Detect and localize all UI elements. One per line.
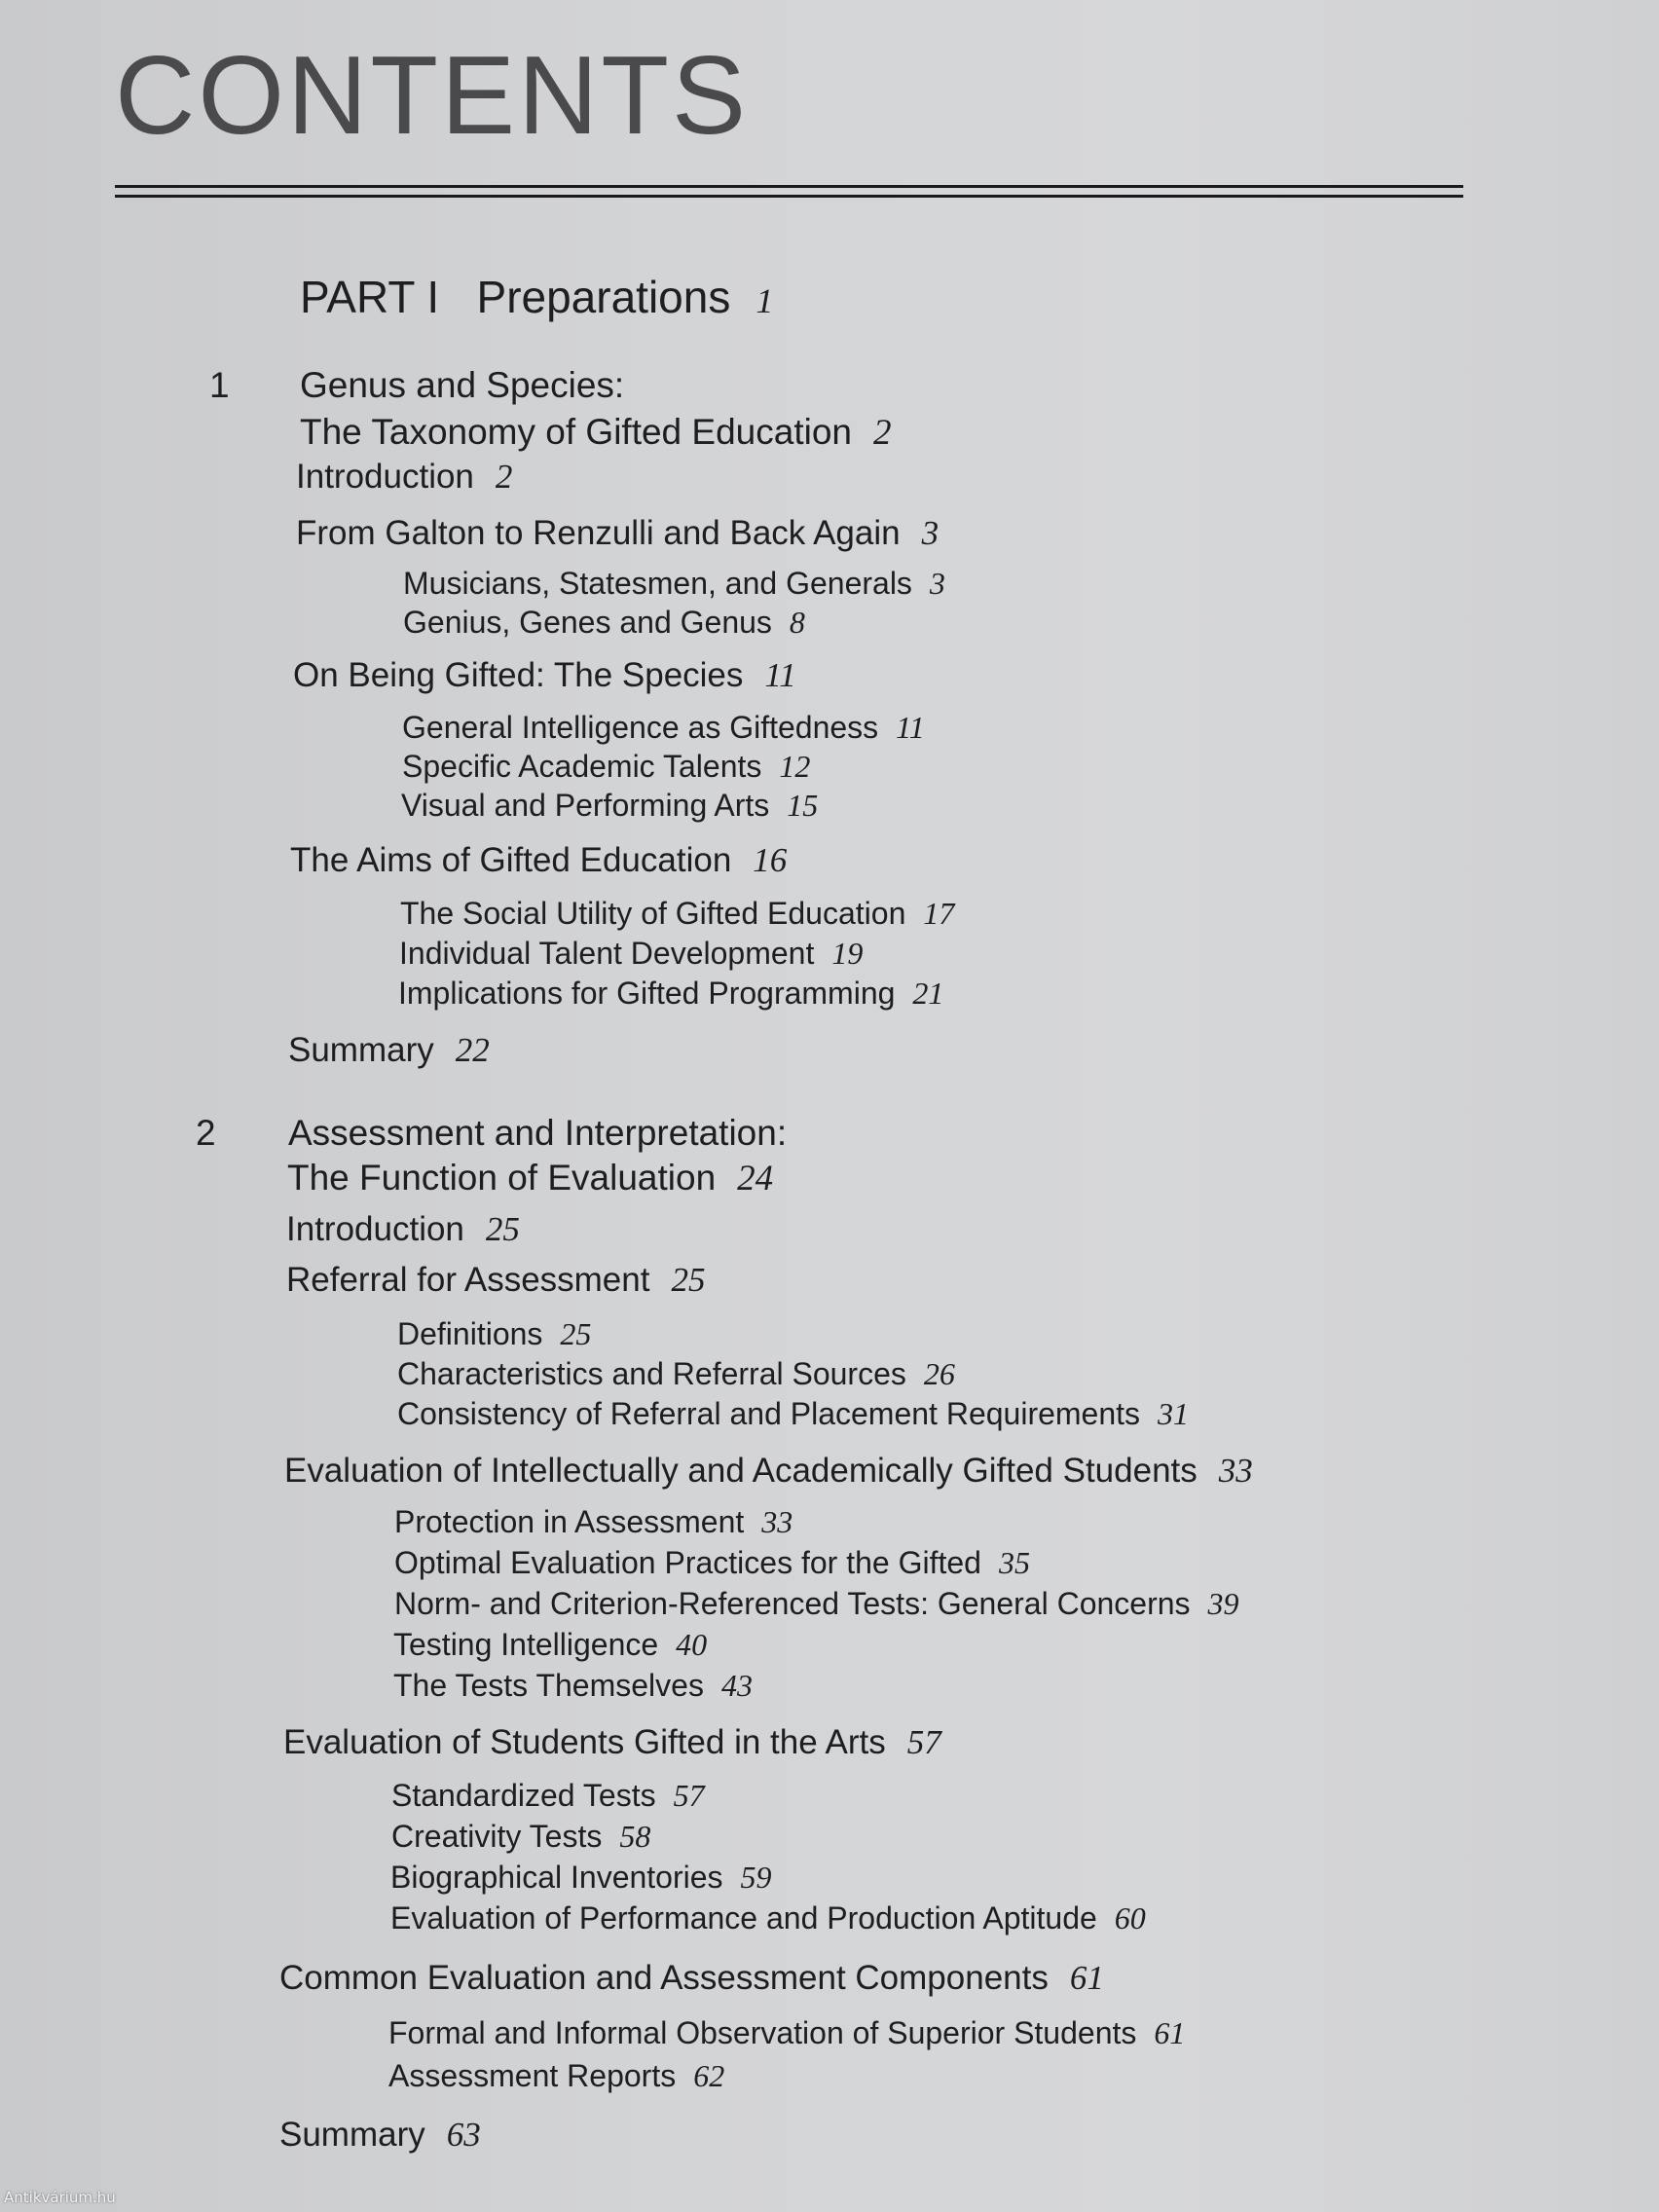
chapter-title-line2: The Taxonomy of Gifted Education 2 [300, 412, 892, 453]
toc-subsection: Norm- and Criterion-Referenced Tests: General Concerns 39 [394, 1586, 1239, 1621]
toc-section: On Being Gifted: The Species 11 [293, 656, 796, 694]
toc-section: Evaluation of Students Gifted in the Arts 57 [283, 1723, 941, 1761]
chapter-title-line2: The Function of Evaluation 24 [287, 1158, 774, 1198]
toc-subsection: Characteristics and Referral Sources 26 [397, 1356, 955, 1391]
chapter-title-line1: Genus and Species: [300, 365, 625, 405]
toc-section: Introduction 25 [286, 1210, 520, 1248]
part-heading [300, 272, 774, 322]
toc-subsection: Visual and Performing Arts 15 [401, 788, 819, 823]
toc-section: Summary 22 [288, 1031, 490, 1069]
part-page: 1 [756, 281, 774, 320]
toc-subsection: Formal and Informal Observation of Superior Students 61 [388, 2015, 1186, 2050]
toc-section: Referral for Assessment 25 [286, 1261, 706, 1299]
toc-subsection: Consistency of Referral and Placement Requirements 31 [397, 1396, 1190, 1431]
toc-section: Summary 63 [279, 2116, 481, 2154]
page-title: CONTENTS [115, 34, 749, 158]
toc-subsection: Optimal Evaluation Practices for the Gifted 35 [394, 1545, 1030, 1580]
chapter-title-line1: Assessment and Interpretation: [288, 1113, 788, 1153]
toc-subsection: Assessment Reports 62 [388, 2058, 725, 2093]
title-rule-bottom [115, 195, 1463, 198]
toc-subsection: Evaluation of Performance and Production Aptitude 60 [390, 1900, 1146, 1936]
part-name: Preparations [476, 272, 731, 322]
toc-section: Evaluation of Intellectually and Academically Gifted Students 33 [284, 1452, 1253, 1490]
toc-section: From Galton to Renzulli and Back Again 3 [296, 514, 940, 552]
toc-subsection: Individual Talent Development 19 [399, 936, 864, 971]
toc-subsection: Biographical Inventories 59 [390, 1860, 772, 1895]
toc-section: Introduction 2 [296, 458, 513, 496]
part-label: PART I [300, 272, 440, 322]
chapter-number: 2 [196, 1113, 216, 1153]
toc-subsection: Testing Intelligence 40 [393, 1627, 708, 1662]
watermark: Antikvárium.hu [4, 2189, 116, 2206]
toc-subsection: Genius, Genes and Genus 8 [403, 605, 805, 640]
toc-subsection: Protection in Assessment 33 [394, 1504, 793, 1539]
toc-subsection: Implications for Gifted Programming 21 [398, 976, 944, 1011]
toc-section: Common Evaluation and Assessment Components 61 [279, 1959, 1104, 1997]
toc-subsection: General Intelligence as Giftedness 11 [402, 710, 925, 745]
toc-subsection: Standardized Tests 57 [391, 1778, 705, 1813]
toc-subsection: Definitions 25 [397, 1316, 592, 1351]
toc-subsection: Creativity Tests 58 [391, 1819, 651, 1854]
toc-subsection: The Tests Themselves 43 [393, 1668, 753, 1703]
chapter-number: 1 [209, 365, 230, 405]
toc-subsection: The Social Utility of Gifted Education 17 [400, 896, 955, 931]
toc-section: The Aims of Gifted Education 16 [290, 841, 788, 879]
toc-subsection: Specific Academic Talents 12 [402, 749, 811, 784]
chapter-page: 2 [872, 413, 892, 453]
title-rule-top [115, 185, 1463, 188]
chapter-page: 24 [737, 1159, 774, 1198]
toc-subsection: Musicians, Statesmen, and Generals 3 [403, 566, 945, 601]
